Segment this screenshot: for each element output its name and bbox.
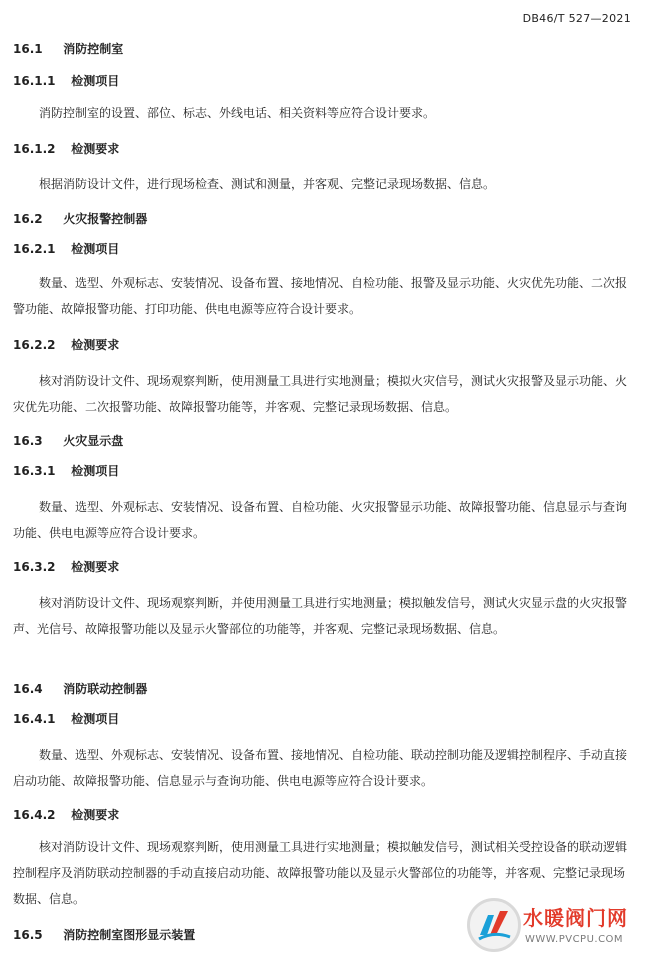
section-number: 16.3.2	[13, 560, 56, 574]
section-number: 16.4.1	[13, 712, 56, 726]
section-title: 检测项目	[71, 74, 120, 88]
section-title: 火灾显示盘	[63, 434, 124, 448]
watermark	[467, 898, 637, 962]
section-title: 检测要求	[71, 338, 120, 352]
section-heading-16-4-1	[13, 710, 119, 727]
section-number: 16.2	[13, 212, 43, 226]
section-heading-16-3-1	[13, 462, 119, 479]
section-title: 检测项目	[71, 464, 120, 478]
section-heading-16-4-2	[13, 806, 119, 823]
section-title: 检测要求	[71, 808, 120, 822]
section-title: 检测项目	[71, 712, 120, 726]
section-title: 消防控制室图形显示装置	[63, 928, 196, 942]
section-number: 16.5	[13, 928, 43, 942]
section-title: 消防联动控制器	[63, 682, 148, 696]
section-heading-16-2	[13, 210, 147, 227]
section-heading-16-3	[13, 432, 123, 449]
section-title: 检测要求	[71, 560, 120, 574]
section-heading-16-4	[13, 680, 147, 697]
section-heading-16-3-2	[13, 558, 119, 575]
section-title: 检测要求	[71, 142, 120, 156]
section-number: 16.3	[13, 434, 43, 448]
document-code: DB46/T 527—2021	[522, 12, 631, 25]
section-heading-16-2-2	[13, 336, 119, 353]
section-number: 16.2.2	[13, 338, 56, 352]
paragraph-16-4-1: 数量、选型、外观标志、安装情况、设备布置、接地情况、自检功能、联动控制功能及逻辑控制程序、手动直接启动功能、故障报警功能、信息显示与查询功能、供电电源等应符合设计要求。	[13, 748, 628, 788]
watermark-url: WWW.PVCPU.COM	[525, 934, 624, 945]
section-heading-16-1	[13, 40, 123, 57]
section-number: 16.4	[13, 682, 43, 696]
section-title: 消防控制室	[63, 42, 124, 56]
section-number: 16.2.1	[13, 242, 56, 256]
section-number: 16.4.2	[13, 808, 56, 822]
section-title: 检测项目	[71, 242, 120, 256]
section-title: 火灾报警控制器	[63, 212, 148, 226]
section-number: 16.1.1	[13, 74, 56, 88]
paragraph-16-4-2: 核对消防设计文件、现场观察判断，使用测量工具进行实地测量；模拟触发信号，测试相关受控设备的联动逻辑控制程序及消防联动控制器的手动直接启动功能、故障报警功能以及显示火警部位的功能等，并客观、完整记录现场数据、信息。	[13, 840, 628, 906]
watermark-site-name: 水暖阀门网	[523, 906, 628, 930]
section-heading-16-1-2	[13, 140, 119, 157]
paragraph-16-1-1: 消防控制室的设置、部位、标志、外线电话、相关资料等应符合设计要求。	[39, 106, 436, 120]
section-heading-16-5	[13, 926, 195, 943]
paragraph-16-3-2: 核对消防设计文件、现场观察判断，并使用测量工具进行实地测量；模拟触发信号，测试火灾显示盘的火灾报警声、光信号、故障报警功能以及显示火警部位的功能等，并客观、完整记录现场数据、信息。	[13, 596, 628, 636]
section-number: 16.1.2	[13, 142, 56, 156]
section-heading-16-1-1	[13, 72, 119, 89]
paragraph-16-2-2: 核对消防设计文件、现场观察判断，使用测量工具进行实地测量；模拟火灾信号，测试火灾报警及显示功能、火灾优先功能、二次报警功能、故障报警功能等，并客观、完整记录现场数据、信息。	[13, 374, 628, 414]
paragraph-16-2-1: 数量、选型、外观标志、安装情况、设备布置、接地情况、自检功能、报警及显示功能、火灾优先功能、二次报警功能、故障报警功能、打印功能、供电电源等应符合设计要求。	[13, 276, 628, 316]
watermark-logo-icon	[467, 898, 521, 952]
section-number: 16.1	[13, 42, 43, 56]
section-heading-16-2-1	[13, 240, 119, 257]
paragraph-16-1-2: 根据消防设计文件，进行现场检查、测试和测量，并客观、完整记录现场数据、信息。	[39, 177, 496, 191]
paragraph-16-3-1: 数量、选型、外观标志、安装情况、设备布置、自检功能、火灾报警显示功能、故障报警功能、信息显示与查询功能、供电电源等应符合设计要求。	[13, 500, 628, 540]
section-number: 16.3.1	[13, 464, 56, 478]
